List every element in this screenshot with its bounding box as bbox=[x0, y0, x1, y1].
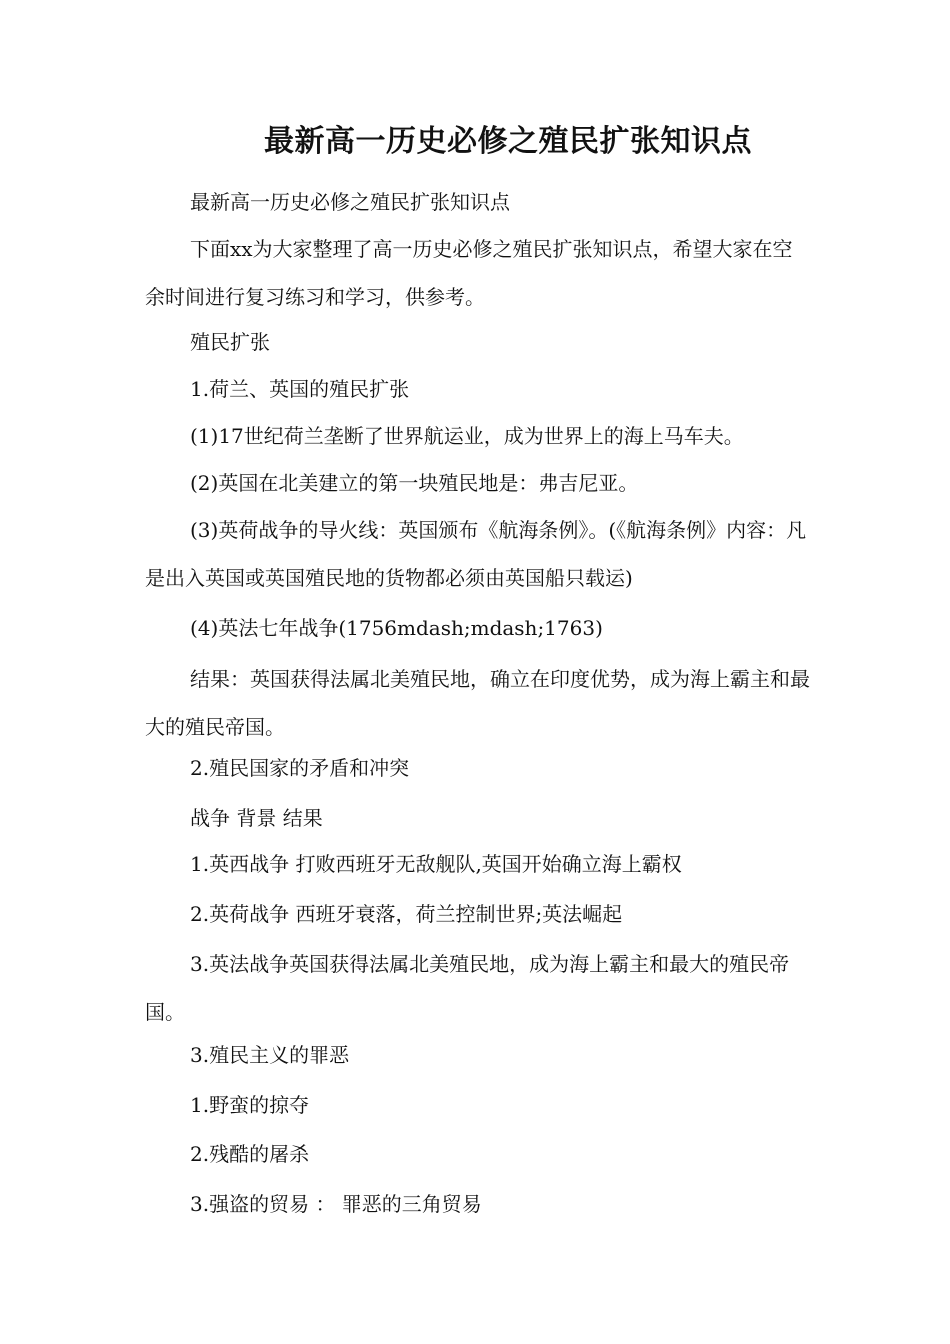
paragraph: (4)英法七年战争(1756mdash;mdash;1763) bbox=[190, 616, 603, 640]
paragraph: 殖民扩张 bbox=[190, 330, 270, 354]
paragraph: 3.强盗的贸易 ： 罪恶的三角贸易 bbox=[190, 1192, 482, 1216]
paragraph: 2.殖民国家的矛盾和冲突 bbox=[190, 756, 410, 780]
paragraph: 1.英西战争 打败西班牙无敌舰队,英国开始确立海上霸权 bbox=[190, 852, 682, 876]
paragraph: (1)17世纪荷兰垄断了世界航运业，成为世界上的海上马车夫。 bbox=[190, 424, 744, 448]
paragraph: (3)英荷战争的导火线：英国颁布《航海条例》。(《航海条例》内容：凡是出入英国或英国殖民地的货物都必须由英国船只载运) bbox=[145, 518, 807, 590]
paragraph: 1.荷兰、英国的殖民扩张 bbox=[190, 377, 410, 401]
paragraph: 2.英荷战争 西班牙衰落，荷兰控制世界;英法崛起 bbox=[190, 902, 623, 926]
paragraph: 1.野蛮的掠夺 bbox=[190, 1093, 310, 1117]
paragraph: (2)英国在北美建立的第一块殖民地是：弗吉尼亚。 bbox=[190, 471, 639, 495]
paragraph: 最新高一历史必修之殖民扩张知识点 bbox=[190, 190, 510, 214]
paragraph: 结果：英国获得法属北美殖民地，确立在印度优势，成为海上霸主和最大的殖民帝国。 bbox=[145, 667, 810, 739]
paragraph: 3.英法战争英国获得法属北美殖民地，成为海上霸主和最大的殖民帝国。 bbox=[145, 952, 790, 1024]
paragraph: 下面xx为大家整理了高一历史必修之殖民扩张知识点，希望大家在空余时间进行复习练习和学习，供参考。 bbox=[145, 237, 793, 309]
paragraph: 战争 背景 结果 bbox=[190, 806, 323, 830]
paragraph: 3.殖民主义的罪恶 bbox=[190, 1043, 350, 1067]
document-title: 最新高一历史必修之殖民扩张知识点 bbox=[264, 124, 752, 159]
paragraph: 2.残酷的屠杀 bbox=[190, 1142, 310, 1166]
